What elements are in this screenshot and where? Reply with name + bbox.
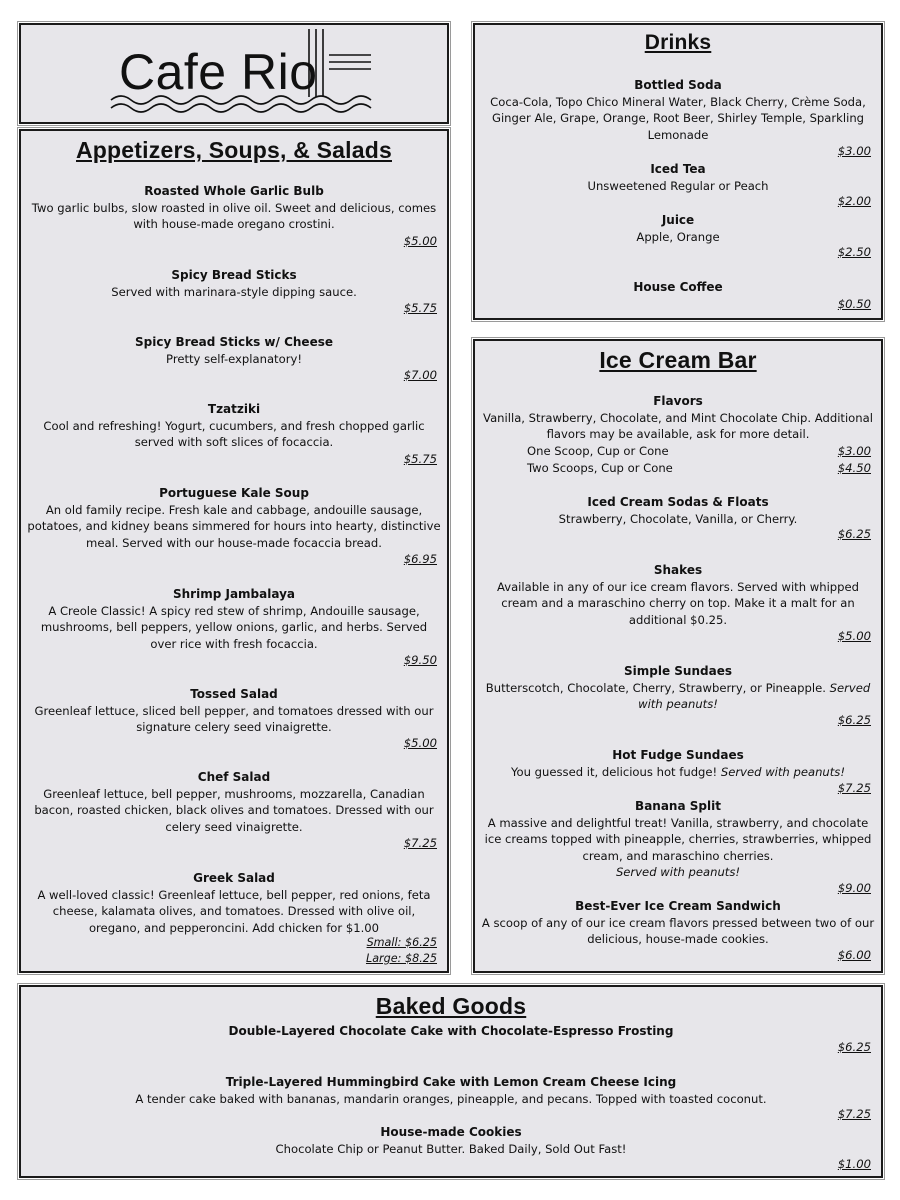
- menu-item: [27, 1124, 875, 1157]
- item-name: Shakes: [653, 563, 703, 577]
- item-description: Pretty self-explanatory!: [166, 351, 302, 366]
- menu-item: [27, 769, 441, 835]
- item-name: Roasted Whole Garlic Bulb: [144, 184, 324, 198]
- item-price: $6.95: [403, 552, 437, 566]
- item-description: You guessed it, delicious hot fudge!: [511, 764, 718, 779]
- menu-item: [481, 663, 875, 713]
- item-name: Greek Salad: [193, 871, 275, 885]
- menu-item: [27, 485, 441, 551]
- item-name: Iced Cream Sodas & Floats: [587, 495, 769, 509]
- icecream-panel: [473, 339, 883, 973]
- item-name: Simple Sundaes: [624, 664, 732, 678]
- two-scoop-price: $4.50: [837, 461, 871, 475]
- item-description: Greenleaf lettuce, bell pepper, mushrooms, mozzarella, Canadian bacon, roasted chicken, black olives and tomatoes. Dressed with our celery seed vinaigrette.: [34, 786, 434, 834]
- item-note: Served with peanuts!: [615, 865, 741, 880]
- menu-item: [481, 898, 875, 948]
- menu-item: [27, 686, 441, 736]
- drinks-panel: [473, 23, 883, 320]
- item-price: $6.25: [837, 527, 871, 541]
- item-description: An old family recipe. Fresh kale and cabbage, andouille sausage, potatoes, and kidney beans simmered for hours into hearty, distinctive meal. Served with our house-made focaccia bread.: [27, 502, 441, 550]
- appetizers-title: Appetizers, Soups, & Salads: [76, 137, 392, 163]
- item-price: $6.25: [837, 713, 871, 727]
- item-description: Chocolate Chip or Peanut Butter. Baked Daily, Sold Out Fast!: [275, 1141, 627, 1156]
- item-price-small: Small: $6.25: [366, 936, 437, 949]
- item-price: $9.50: [403, 653, 437, 667]
- baked-goods-title: Baked Goods: [375, 993, 527, 1019]
- item-name: House-made Cookies: [380, 1125, 522, 1139]
- menu-item: [481, 494, 875, 527]
- item-description: Two garlic bulbs, slow roasted in olive oil. Sweet and delicious, comes with house-made oregano crostini.: [31, 200, 437, 232]
- menu-item: [27, 267, 441, 300]
- item-description: Served with marinara-style dipping sauce.: [111, 284, 357, 299]
- item-name: Juice: [661, 213, 695, 227]
- item-price: $9.00: [837, 881, 871, 895]
- item-name: Triple-Layered Hummingbird Cake with Lemon Cream Cheese Icing: [225, 1075, 677, 1089]
- item-price: $7.25: [837, 1107, 871, 1121]
- item-name: Iced Tea: [650, 162, 706, 176]
- one-scoop-label: One Scoop, Cup or Cone: [527, 444, 669, 458]
- item-price: $6.25: [837, 1040, 871, 1054]
- item-description: Greenleaf lettuce, sliced bell pepper, and tomatoes dressed with our signature celery seed vinaigrette.: [34, 703, 434, 735]
- one-scoop-price: $3.00: [837, 444, 871, 458]
- item-description: Butterscotch, Chocolate, Cherry, Strawberry, or Pineapple.: [485, 680, 826, 695]
- cafe-logo-text: Cafe Rio: [119, 44, 318, 100]
- menu-item: [27, 183, 441, 233]
- item-description: A tender cake baked with bananas, mandarin oranges, pineapple, and pecans. Topped with toasted coconut.: [135, 1091, 767, 1106]
- item-name: Shrimp Jambalaya: [172, 587, 295, 601]
- item-price: $5.00: [403, 234, 437, 248]
- item-note: Served with peanuts!: [720, 764, 845, 779]
- item-price-large: Large: $8.25: [365, 952, 437, 965]
- item-description: Available in any of our ice cream flavors. Served with whipped cream and a maraschino cherry on top. Make it a malt for an additional $0.25.: [496, 579, 860, 627]
- item-price: $0.50: [837, 297, 871, 311]
- item-note: Served with peanuts!: [638, 680, 871, 712]
- item-price: $6.00: [837, 948, 871, 962]
- menu-item: [27, 586, 441, 652]
- menu-item: [481, 77, 875, 143]
- item-price: $5.75: [403, 452, 437, 466]
- item-name: Tossed Salad: [190, 687, 278, 701]
- icecream-title: Ice Cream Bar: [599, 347, 757, 373]
- item-name: Chef Salad: [197, 770, 271, 784]
- item-description: Apple, Orange: [636, 229, 720, 244]
- item-name: Spicy Bread Sticks: [171, 268, 297, 282]
- item-description: Unsweetened Regular or Peach: [587, 178, 769, 193]
- item-price: $5.00: [837, 629, 871, 643]
- item-description: Vanilla, Strawberry, Chocolate, and Mint Chocolate Chip. Additional flavors may be available, ask for more detail.: [483, 410, 873, 442]
- logo-graphic-icon: [21, 25, 451, 126]
- menu-item: [481, 798, 875, 881]
- item-price: $3.00: [837, 144, 871, 158]
- item-name: Flavors: [653, 394, 703, 408]
- item-price: $7.25: [403, 836, 437, 850]
- menu-item: [27, 1074, 875, 1107]
- two-scoop-label: Two Scoops, Cup or Cone: [527, 461, 673, 475]
- menu-item: [27, 1023, 875, 1040]
- menu-item: [481, 393, 875, 443]
- item-price: $1.00: [837, 1157, 871, 1171]
- item-price: $5.00: [403, 736, 437, 750]
- item-description: A scoop of any of our ice cream flavors pressed between two of our delicious, house-made cookies.: [481, 915, 875, 947]
- menu-item: [27, 401, 441, 451]
- item-name: Bottled Soda: [634, 78, 722, 92]
- item-description: Cool and refreshing! Yogurt, cucumbers, and fresh chopped garlic served with soft slices of focaccia.: [43, 418, 425, 450]
- item-name: Banana Split: [635, 799, 721, 813]
- item-price: $5.75: [403, 301, 437, 315]
- item-price: $2.00: [837, 194, 871, 208]
- item-price: $7.00: [403, 368, 437, 382]
- appetizers-panel: [19, 129, 449, 973]
- item-name: Portuguese Kale Soup: [159, 486, 309, 500]
- drinks-title: Drinks: [644, 31, 712, 54]
- item-name: Best-Ever Ice Cream Sandwich: [575, 899, 781, 913]
- item-name: Hot Fudge Sundaes: [612, 748, 744, 762]
- menu-item: [481, 562, 875, 628]
- menu-item: [27, 870, 441, 936]
- item-description: Coca-Cola, Topo Chico Mineral Water, Black Cherry, Crème Soda, Ginger Ale, Grape, Orange, Root Beer, Shirley Temple, Sparkling Lemonade: [490, 94, 866, 142]
- item-description: A well-loved classic! Greenleaf lettuce, bell pepper, red onions, feta cheese, kalamata olives, and tomatoes. Dressed with olive oil, oregano, and pepperoncini. Add chicken for $1.00: [37, 887, 431, 935]
- item-name: House Coffee: [633, 280, 723, 294]
- menu-item: [481, 161, 875, 194]
- menu-item: [27, 334, 441, 367]
- item-name: Tzatziki: [207, 402, 261, 416]
- item-description-wrap: [481, 764, 875, 781]
- item-name: Spicy Bread Sticks w/ Cheese: [135, 335, 333, 349]
- item-description-wrap: [481, 680, 875, 713]
- item-price: $2.50: [837, 245, 871, 259]
- item-name: Double-Layered Chocolate Cake with Chocolate-Espresso Frosting: [228, 1024, 674, 1038]
- item-description: Strawberry, Chocolate, Vanilla, or Cherry.: [558, 511, 798, 526]
- menu-item: [481, 212, 875, 245]
- menu-item: [481, 747, 875, 780]
- baked-goods-panel: [19, 985, 883, 1178]
- item-description: A Creole Classic! A spicy red stew of shrimp, Andouille sausage, mushrooms, bell peppers, yellow onions, garlic, and herbs. Served over rice with fresh focaccia.: [40, 603, 428, 651]
- item-price: $7.25: [837, 781, 871, 795]
- item-description: A massive and delightful treat! Vanilla, strawberry, and chocolate ice creams topped with pineapple, cherries, strawberries, whipped cream, and maraschino cherries.: [484, 815, 872, 863]
- logo-panel: [19, 23, 449, 124]
- menu-item: [481, 279, 875, 296]
